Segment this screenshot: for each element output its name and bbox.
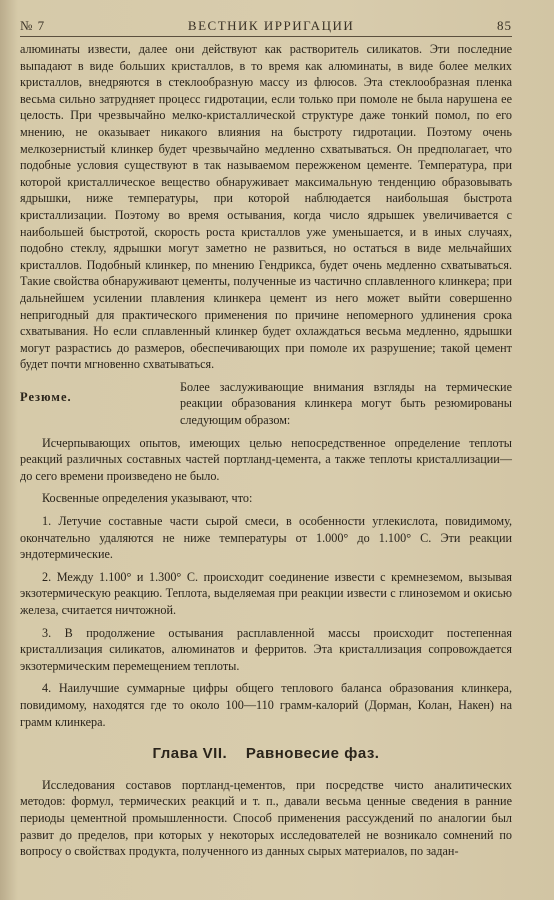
journal-title: ВЕСТНИК ИРРИГАЦИИ bbox=[187, 18, 355, 33]
paragraph-indirect: Косвенные определения указывают, что: bbox=[42, 491, 253, 506]
resume-text: Более заслуживающие внимания взгляды на термические реакции образования клинкера могут быть резюмированы следующим образом: bbox=[180, 379, 512, 428]
resume-block bbox=[20, 379, 512, 429]
issue-number: № 7 bbox=[20, 18, 46, 33]
list-item-2: 2. Между 1.100° и 1.300° С. происходит соединение извести с кремнеземом, вызывая экзотермическую реакцию. Теплота, выделяемая при реакции извести с глиноземом и окисью железа, считается ничтожной. bbox=[20, 569, 512, 617]
list-item-4: 4. Наилучшие суммарные цифры общего теплового баланса образования клинкера, повидимому, находятся где то около 100—110 грамм-калорий (Дорман, Колан, Накен) на грамм клинкера. bbox=[20, 681, 512, 729]
list-item-1: 1. Летучие составные части сырой смеси, в особенности углекислота, повидимому, окончательно удаляются не ниже температуры от 1.000° до 1.100° С. Эти реакции эндотермические. bbox=[20, 514, 512, 562]
page-number: 85 bbox=[497, 18, 512, 33]
page-body bbox=[20, 41, 512, 860]
chapter-number: Глава VII. bbox=[152, 745, 228, 763]
chapter-heading bbox=[20, 746, 512, 763]
list-item-3: 3. В продолжение остывания расплавленной массы происходит постепенная кристаллизация силикатов, алюминатов и ферритов. Эта кристаллизация сопровождается экзотермическим перемещением теплоты. bbox=[20, 625, 512, 673]
chapter-title: Равновесие фаз. bbox=[245, 745, 380, 763]
paragraph-experiments: Исчерпывающих опытов, имеющих целью непосредственное определение теплоты реакций различных составных частей портланд-цемента, а также теплоты кристаллизации—до сего времени произведено не было. bbox=[20, 435, 512, 483]
paragraph-research: Исследования составов портланд-цементов, при посредстве чисто аналитических методов: формул, термических реакций и т. п., давали весьма ценные сведения в ранние периоды цементной промышленности. Способ применения рассуждений по аналогии был развит до пределов, при которых у некоторых исследователей не возникало сомнений по вопросу о свойствах продукта, полученного из данных сырых материалов, по задан- bbox=[20, 777, 512, 859]
page-header bbox=[20, 18, 512, 37]
paragraph-continuation: алюминаты извести, далее они действуют как растворитель силикатов. Эти последние выпадают в виде больших кристаллов, в то время как алюминаты, в виде более мелких кристаллов, внедряются в стеклообразную массу из флюсов. Эта стеклообразная пленка весьма сильно затрудняет процесс гидротации, если только при помоле не была нарушена ее целость. При чрезвычайно мелко-кристаллической структуре даже тонкий помол, по его мнению, не оказывает никакого влияния на быстроту гидротации. Поэтому очень мелкозернистый клинкер будет чрезвычайно медленно схватываться. Он предполагает, что подобные условия существуют в так называемом пережженом цементе. Температура, при которой кристаллическое вещество обнаруживает максимальную тенденцию образовывать ядрышки, ниже температуры, при которой наблюдается наибольшая быстрота кристаллизации. Поэтому во время остывания, когда число ядрышек увеличивается с наибольшей быстротой, скорость роста кристаллов уже уменьшается, и в иных случаях, подобно стеклу, ядрышки могут заметно не развиться, но остаться в виде мельчайших кристаллов. Подобный клинкер, по мнению Гендрикса, будет очень медленно схватываться. Такие свойства обнаруживают цементы, полученные из частично сплавленного клинкера; при дальнейшем усилении плавления клинкера цемент из него может выйти совершенно непригодный для практического применения по причине непомерного удлинения срока схватывания. Но если сплавленный клинкер будет охлаждаться весьма медленно, ядрышки могут разрастись до размеров, обеспечивающих при помоле их разрушение; такой цемент будет почти мгновенно схватываться. bbox=[20, 42, 512, 372]
resume-label: Резюме. bbox=[20, 389, 72, 404]
